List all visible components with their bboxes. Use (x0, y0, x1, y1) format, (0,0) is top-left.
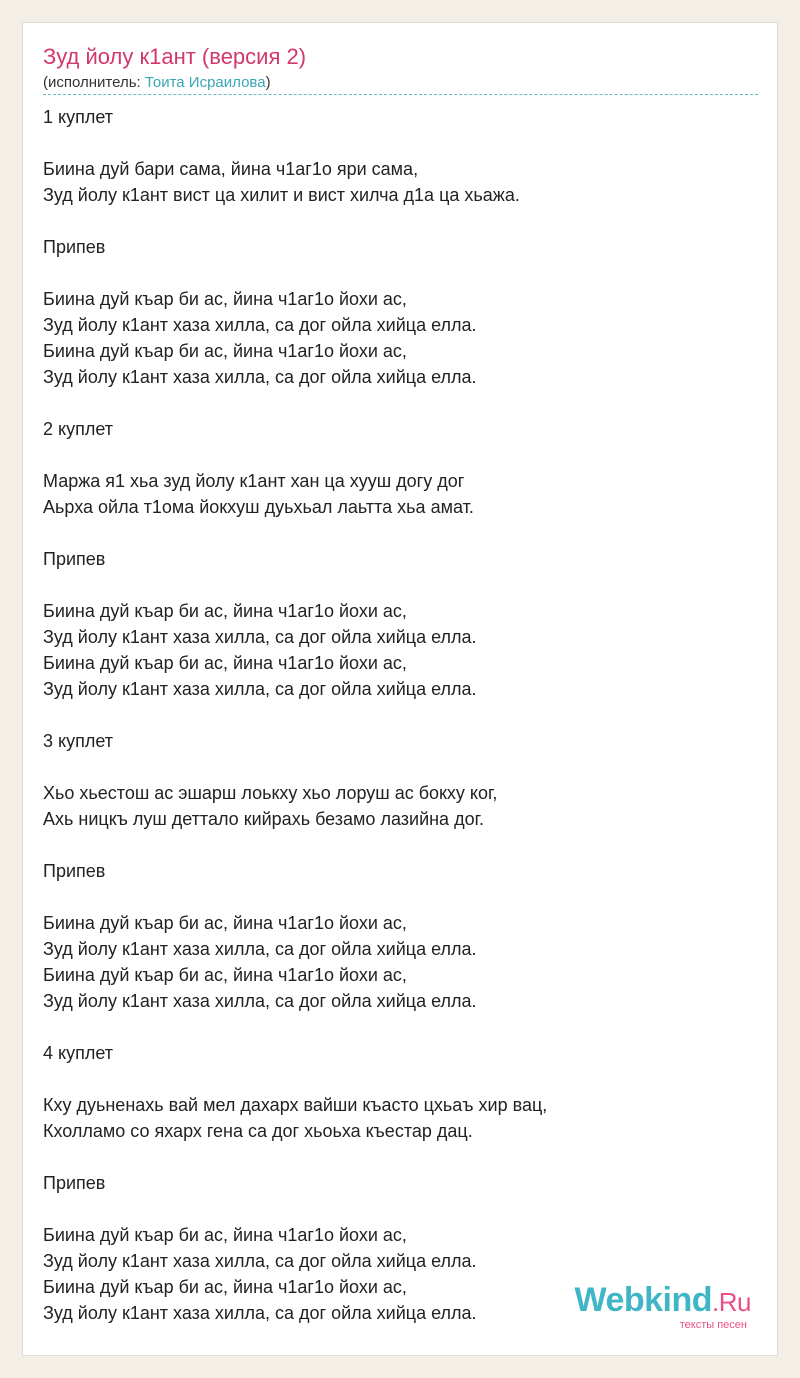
lyric-line: Припев (43, 861, 106, 881)
stanza-gap (43, 1066, 758, 1092)
artist-prefix: (исполнитель: (43, 74, 145, 91)
lyric-line: Зуд йолу к1ант хаза хилла, са дог ойла хийца елла. (43, 627, 477, 647)
logo-tagline: тексты песен (679, 1319, 747, 1331)
artist-link[interactable]: Тоита Исраилова (144, 74, 266, 91)
lyric-line: Припев (43, 237, 106, 257)
lyric-line: Биина дуй къар би ас, йина ч1аг1о йохи ас, (43, 1225, 407, 1245)
stanza-gap (43, 702, 758, 728)
logo-name: Webkind (574, 1281, 713, 1319)
lyric-line: 1 куплет (43, 107, 113, 127)
lyric-line: Биина дуй къар би ас, йина ч1аг1о йохи ас, (43, 653, 407, 673)
stanza-gap (43, 130, 758, 156)
lyric-line: Зуд йолу к1ант хаза хилла, са дог ойла хийца елла. (43, 367, 477, 387)
lyric-line: Биина дуй бари сама, йина ч1аг1о яри сама, (43, 159, 419, 179)
artist-line (43, 73, 271, 93)
lyrics-card (22, 22, 778, 1356)
lyric-line: Кху дуьненахь вай мел дахарх вайши къасто цхьаъ хир вац, (43, 1095, 548, 1115)
stanza-gap (43, 1144, 758, 1170)
stanza-gap (43, 260, 758, 286)
lyric-line: Припев (43, 1173, 106, 1193)
lyric-line: Зуд йолу к1ант хаза хилла, са дог ойла хийца елла. (43, 315, 477, 335)
site-logo[interactable] (574, 1283, 751, 1331)
lyric-line: 4 куплет (43, 1043, 113, 1063)
stanza-gap (43, 390, 758, 416)
lyric-line: Кхолламо со яхарх гена са дог хьоьха къестар дац. (43, 1121, 473, 1141)
lyric-line: Хьо хьестош ас эшарш лоькху хьо лоруш ас бокху ког, (43, 783, 498, 803)
logo-tld: .Ru (712, 1287, 751, 1317)
stanza-gap (43, 1196, 758, 1222)
lyric-line: Биина дуй къар би ас, йина ч1аг1о йохи ас, (43, 913, 407, 933)
stanza-gap (43, 1014, 758, 1040)
lyric-line: Припев (43, 549, 106, 569)
lyric-line: 3 куплет (43, 731, 113, 751)
stanza-gap (43, 572, 758, 598)
stanza-gap (43, 442, 758, 468)
lyric-line: Зуд йолу к1ант хаза хилла, са дог ойла хийца елла. (43, 1303, 477, 1323)
lyric-line: Маржа я1 хьа зуд йолу к1ант хан ца хууш догу дог (43, 471, 465, 491)
stanza-gap (43, 208, 758, 234)
stanza-gap (43, 520, 758, 546)
lyric-line: 2 куплет (43, 419, 113, 439)
stanza-gap (43, 754, 758, 780)
lyric-line: Зуд йолу к1ант хаза хилла, са дог ойла хийца елла. (43, 679, 477, 699)
stanza-gap (43, 832, 758, 858)
lyric-line: Зуд йолу к1ант хаза хилла, са дог ойла хийца елла. (43, 1251, 477, 1271)
lyric-line: Зуд йолу к1ант хаза хилла, са дог ойла хийца елла. (43, 939, 477, 959)
lyric-line: Биина дуй къар би ас, йина ч1аг1о йохи ас, (43, 601, 407, 621)
lyric-line: Биина дуй къар би ас, йина ч1аг1о йохи ас, (43, 965, 407, 985)
title-divider (43, 94, 758, 95)
logo-wordmark (574, 1283, 751, 1319)
lyric-line: Аьрха ойла т1ома йокхуш дуьхьал лаьтта хьа амат. (43, 497, 474, 517)
lyric-line: Зуд йолу к1ант вист ца хилит и вист хилча д1а ца хьажа. (43, 185, 520, 205)
lyrics-body (43, 104, 758, 1326)
lyric-line: Биина дуй къар би ас, йина ч1аг1о йохи ас, (43, 289, 407, 309)
lyric-line: Биина дуй къар би ас, йина ч1аг1о йохи ас, (43, 341, 407, 361)
artist-suffix: ) (265, 74, 271, 91)
song-title: Зуд йолу к1ант (версия 2) (43, 44, 307, 69)
lyric-line: Ахь ницкъ луш деттало кийрахь безамо лазийна дог. (43, 809, 484, 829)
lyric-line: Биина дуй къар би ас, йина ч1аг1о йохи ас, (43, 1277, 407, 1297)
lyric-line: Зуд йолу к1ант хаза хилла, са дог ойла хийца елла. (43, 991, 477, 1011)
stanza-gap (43, 884, 758, 910)
